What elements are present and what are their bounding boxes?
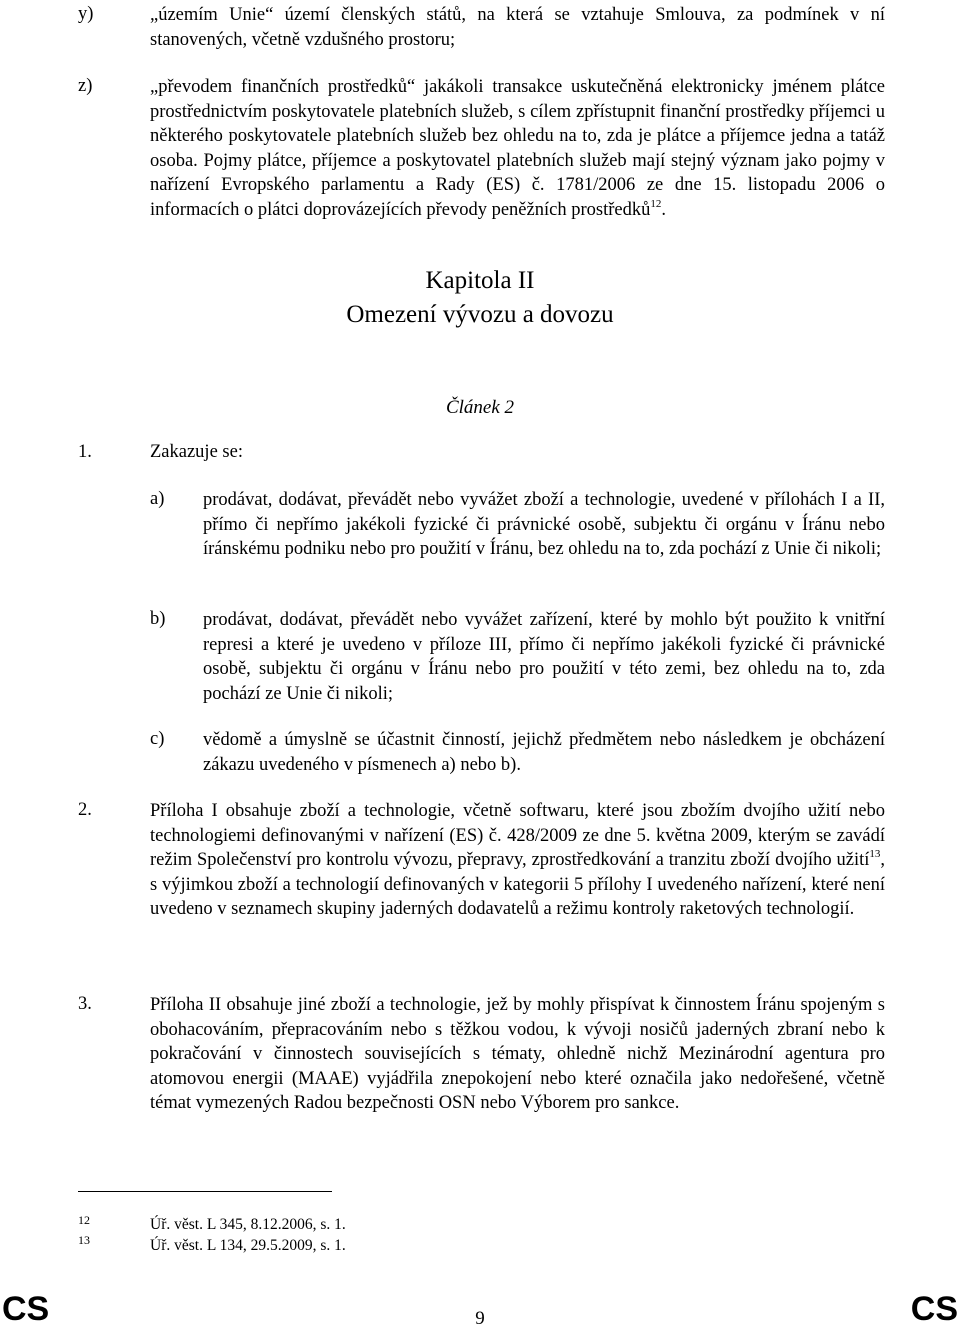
sub-a-text: prodávat, dodávat, převádět nebo vyvážet zboží a technologie, uvedené v přílohách I a II, přímo či nepřímo jakékoli fyzické či právnické osobě, subjektu či orgánu v Íránu nebo íránskému podniku nebo pro použití v Íránu, bez ohledu na to, zda pochází z Unie či nikoli; [203,490,885,559]
chapter-title: Omezení vývozu a dovozu [346,301,614,328]
footnote-12-text: Úř. věst. L 345, 8.12.2006, s. 1. [150,1216,346,1233]
paragraph-1-lead: Zakazuje se: [150,442,243,462]
paragraph-3-text: Příloha II obsahuje jiné zboží a technologie, jež by mohly přispívat k činnostem Íránu spojeným s obohacováním, přepracováním nebo s těžkou vodou, k vývoji nosičů jaderných zbraní nebo k pokračování v činnostech souvisejících s tématy, ohledně nichž Mezinárodní agentura pro atomovou energii (MAAE) vyjádřila znepokojení nebo které označila jako nedořešené, včetně témat vymezených Radou bezpečnosti OSN nebo Výborem pro sankce. [150,995,885,1113]
footnote-ref-12[interactable]: 12 [650,197,662,210]
item-y-text: „územím Unie“ území členských států, na která se vztahuje Smlouva, za podmínek v ní stanovených, včetně vzdušného prostoru; [150,5,885,50]
footnote-12-number: 12 [78,1213,90,1227]
page-number: 9 [475,1308,485,1329]
sub-label-c: c) [150,729,165,749]
paragraph-1-label: 1. [78,442,92,462]
footer-language-left: CS [2,1290,50,1328]
article-heading: Článek 2 [445,397,515,418]
item-z-text: „převodem finančních prostředků“ jakákoli transakce uskutečněná elektronicky jménem plátce prostřednictvím poskytovatele platebních služeb, s cílem zpřístupnit finanční prostředky příjemci u některého poskytovatele platebních služeb bez ohledu na to, zda je plátce a příjemce jedna a tatáž osoba. Pojmy plátce, příjemce a poskytovatel platebních služeb mají stejný význam jako pojmy v nařízení Evropského parlamentu a Rady (ES) č. 1781/2006 ze dne 15. listopadu 2006 o informacích o plátci doprovázejících převody peněžních prostředků$^{12}$. [150,77,885,220]
sub-c-text: vědomě a úmyslně se účastnit činností, jejichž předmětem nebo následkem je obcházení zákazu uvedeného v písmenech a) nebo b). [203,730,885,775]
footnote-13-number: 13 [78,1233,90,1247]
footnote-ref-13[interactable]: 13 [869,848,881,860]
item-label-z: z) [78,76,93,96]
paragraph-2-text: Příloha I obsahuje zboží a technologie, včetně softwaru, které jsou zbožím dvojího užití nebo technologiemi definovanými v nařízení (ES) č. 428/2009 ze dne 5. května 2009, kterým se zavádí režim Společenství pro kontrolu vývozu, přepravy, zprostředkování a tranzitu zboží dvojího užití$^{13}$, s výjimkou zboží a technologií definovaných v kategorii 5 přílohy I uvedeného nařízení, které není uvedeno v seznamech skupiny jaderných dodavatelů a režimu kontroly raketových technologií. [150,801,885,919]
sub-label-b: b) [150,609,166,629]
footnote-13-text: Úř. věst. L 134, 29.5.2009, s. 1. [150,1237,346,1254]
item-label-y: y) [78,4,94,24]
footnote-separator [78,1191,332,1192]
chapter-number: Kapitola II [425,267,535,294]
sub-label-a: a) [150,489,165,509]
sub-b-text: prodávat, dodávat, převádět nebo vyvážet zařízení, které by mohlo být použito k vnitřní represi a které je uvedeno v příloze III, přímo či nepřímo jakékoli fyzické či právnické osobě, subjektu či orgánu v Íránu nebo pro použití v této zemi, bez ohledu na to, zda pochází ze Unie či nikoli; [203,610,885,704]
footer-language-right: CS [910,1290,958,1328]
paragraph-3-label: 3. [78,994,92,1014]
paragraph-2-label: 2. [78,800,92,820]
